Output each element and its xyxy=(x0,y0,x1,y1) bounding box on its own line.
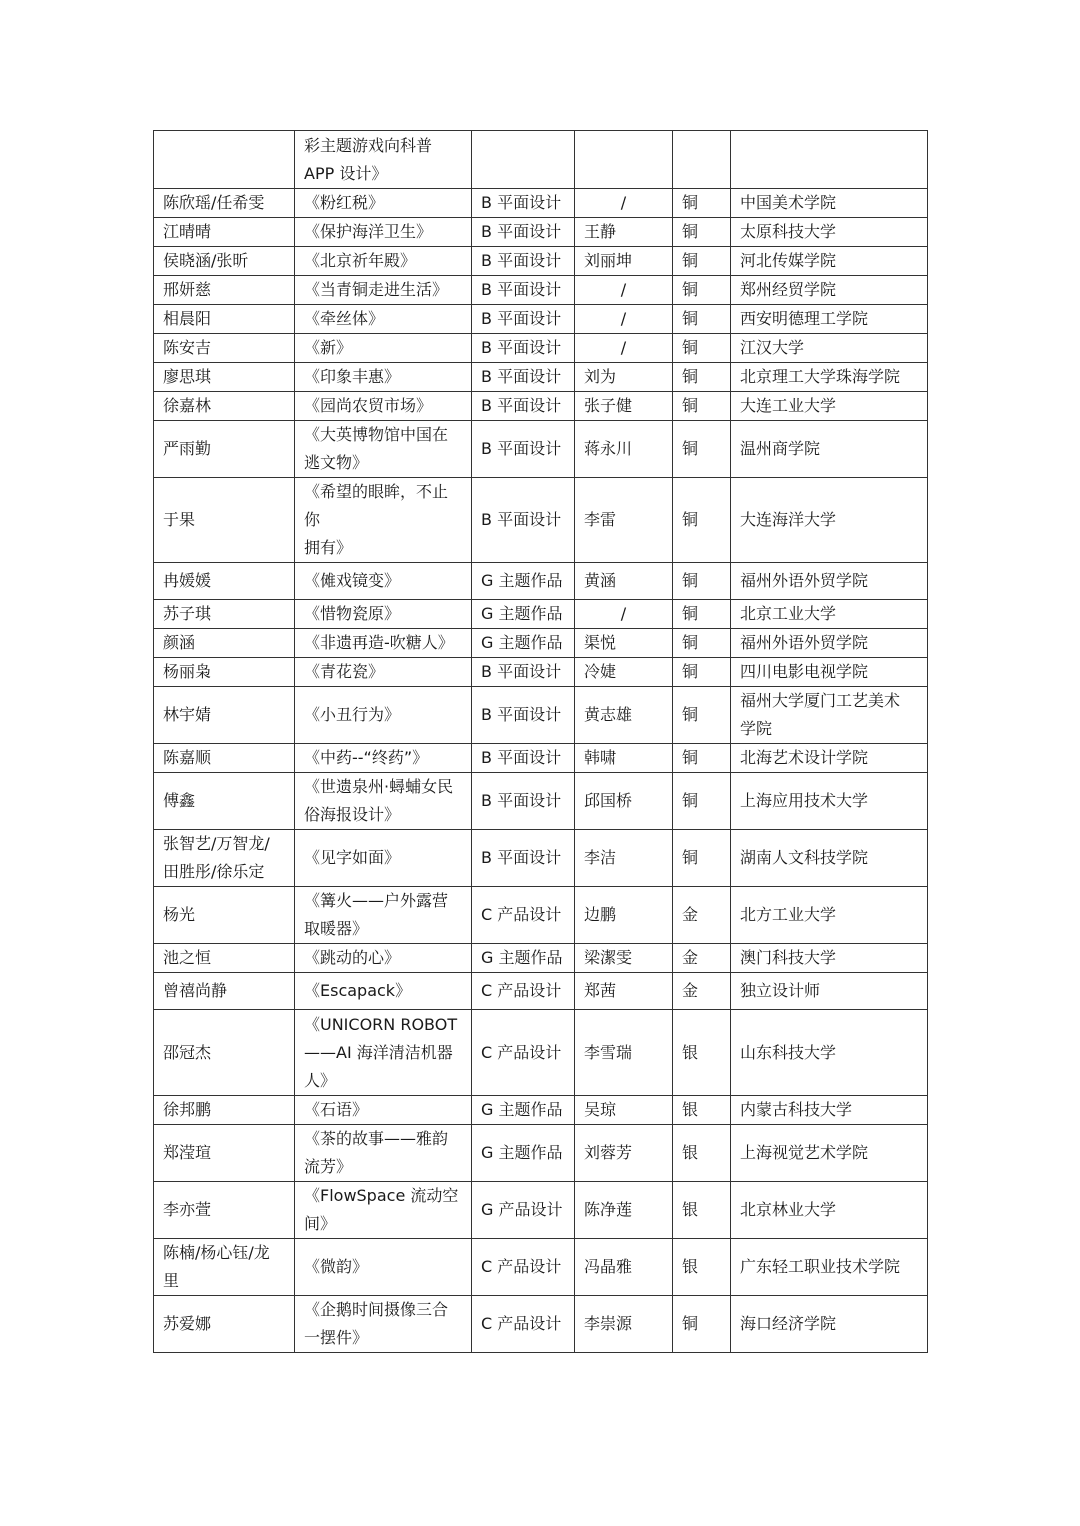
cell-award: 金 xyxy=(673,973,731,1010)
cell-author: 相晨阳 xyxy=(154,305,295,334)
cell-author: 郑滢瑄 xyxy=(154,1125,295,1182)
cell-author: 徐邦鹏 xyxy=(154,1096,295,1125)
cell-tutor: 刘丽坤 xyxy=(575,247,673,276)
cell-category: B 平面设计 xyxy=(472,189,575,218)
cell-work: 《当青铜走进生活》 xyxy=(295,276,472,305)
cell-work: 《世遗泉州·蟳蜅女民 俗海报设计》 xyxy=(295,773,472,830)
cell-school: 中国美术学院 xyxy=(731,189,928,218)
cell-school: 大连工业大学 xyxy=(731,392,928,421)
cell-school: 上海应用技术大学 xyxy=(731,773,928,830)
cell-award xyxy=(673,131,731,189)
cell-school: 北京工业大学 xyxy=(731,600,928,629)
cell-tutor: 梁潔雯 xyxy=(575,944,673,973)
cell-award: 金 xyxy=(673,944,731,973)
cell-author: 陈楠/杨心钰/龙 里 xyxy=(154,1239,295,1296)
cell-author: 李亦萱 xyxy=(154,1182,295,1239)
cell-author: 邢妍慈 xyxy=(154,276,295,305)
cell-work: 《中药--“终药”》 xyxy=(295,744,472,773)
table-row xyxy=(154,1239,928,1296)
cell-award: 铜 xyxy=(673,218,731,247)
table-row xyxy=(154,1296,928,1353)
cell-school: 上海视觉艺术学院 xyxy=(731,1125,928,1182)
cell-author: 张智艺/万智龙/ 田胜彤/徐乐定 xyxy=(154,830,295,887)
cell-school xyxy=(731,131,928,189)
cell-school: 江汉大学 xyxy=(731,334,928,363)
cell-school: 独立设计师 xyxy=(731,973,928,1010)
cell-author: 傅鑫 xyxy=(154,773,295,830)
cell-work: 《企鹅时间摄像三合 一摆件》 xyxy=(295,1296,472,1353)
cell-award: 银 xyxy=(673,1010,731,1096)
table-row xyxy=(154,687,928,744)
cell-category: B 平面设计 xyxy=(472,247,575,276)
cell-author: 林宇婧 xyxy=(154,687,295,744)
cell-work: 《见字如面》 xyxy=(295,830,472,887)
cell-school: 郑州经贸学院 xyxy=(731,276,928,305)
cell-award: 铜 xyxy=(673,247,731,276)
table-row xyxy=(154,218,928,247)
cell-award: 铜 xyxy=(673,773,731,830)
cell-tutor: 边鹏 xyxy=(575,887,673,944)
cell-work: 《FlowSpace 流动空 间》 xyxy=(295,1182,472,1239)
cell-author: 严雨勤 xyxy=(154,421,295,478)
cell-tutor: / xyxy=(575,334,673,363)
cell-tutor: 渠悦 xyxy=(575,629,673,658)
table-row xyxy=(154,478,928,563)
table-row xyxy=(154,973,928,1010)
cell-work: 《非遗再造-吹糖人》 xyxy=(295,629,472,658)
table-row xyxy=(154,944,928,973)
cell-work: 《石语》 xyxy=(295,1096,472,1125)
cell-author: 江晴晴 xyxy=(154,218,295,247)
cell-tutor: 王静 xyxy=(575,218,673,247)
table-row xyxy=(154,276,928,305)
cell-author: 陈安吉 xyxy=(154,334,295,363)
award-table-body xyxy=(154,131,928,1353)
cell-award: 银 xyxy=(673,1239,731,1296)
cell-work: 《新》 xyxy=(295,334,472,363)
table-row xyxy=(154,1125,928,1182)
cell-award: 铜 xyxy=(673,334,731,363)
cell-award: 铜 xyxy=(673,600,731,629)
table-row xyxy=(154,773,928,830)
cell-author: 徐嘉林 xyxy=(154,392,295,421)
cell-tutor: 冷婕 xyxy=(575,658,673,687)
cell-author: 颜涵 xyxy=(154,629,295,658)
cell-category: B 平面设计 xyxy=(472,687,575,744)
cell-award: 铜 xyxy=(673,392,731,421)
cell-author: 杨丽枭 xyxy=(154,658,295,687)
table-row xyxy=(154,363,928,392)
cell-category: G 主题作品 xyxy=(472,600,575,629)
cell-tutor: 张子健 xyxy=(575,392,673,421)
cell-author: 侯晓涵/张昕 xyxy=(154,247,295,276)
cell-category: G 产品设计 xyxy=(472,1182,575,1239)
cell-work: 《UNICORN ROBOT ——AI 海洋清洁机器 人》 xyxy=(295,1010,472,1096)
cell-work: 《保护海洋卫生》 xyxy=(295,218,472,247)
table-row xyxy=(154,830,928,887)
cell-award: 铜 xyxy=(673,629,731,658)
cell-category: B 平面设计 xyxy=(472,773,575,830)
cell-category xyxy=(472,131,575,189)
cell-author xyxy=(154,131,295,189)
cell-category: B 平面设计 xyxy=(472,744,575,773)
cell-tutor: 郑茜 xyxy=(575,973,673,1010)
cell-school: 山东科技大学 xyxy=(731,1010,928,1096)
cell-tutor: 邱国桥 xyxy=(575,773,673,830)
cell-award: 铜 xyxy=(673,830,731,887)
cell-tutor: / xyxy=(575,276,673,305)
cell-award: 铜 xyxy=(673,276,731,305)
cell-tutor: 李洁 xyxy=(575,830,673,887)
cell-school: 四川电影电视学院 xyxy=(731,658,928,687)
cell-tutor: / xyxy=(575,600,673,629)
cell-tutor: / xyxy=(575,189,673,218)
cell-category: G 主题作品 xyxy=(472,944,575,973)
cell-work: 《牵丝体》 xyxy=(295,305,472,334)
cell-work: 《茶的故事——雅韵 流芳》 xyxy=(295,1125,472,1182)
cell-tutor: 李崇源 xyxy=(575,1296,673,1353)
cell-school: 太原科技大学 xyxy=(731,218,928,247)
cell-category: B 平面设计 xyxy=(472,305,575,334)
cell-award: 银 xyxy=(673,1125,731,1182)
table-row xyxy=(154,334,928,363)
cell-author: 冉媛媛 xyxy=(154,563,295,600)
cell-tutor: 刘蓉芳 xyxy=(575,1125,673,1182)
cell-work: 《傩戏镜变》 xyxy=(295,563,472,600)
cell-category: B 平面设计 xyxy=(472,363,575,392)
cell-tutor: 韩啸 xyxy=(575,744,673,773)
table-row xyxy=(154,1096,928,1125)
cell-author: 苏爱娜 xyxy=(154,1296,295,1353)
cell-school: 温州商学院 xyxy=(731,421,928,478)
cell-author: 邵冠杰 xyxy=(154,1010,295,1096)
cell-category: G 主题作品 xyxy=(472,1096,575,1125)
cell-award: 铜 xyxy=(673,421,731,478)
cell-award: 银 xyxy=(673,1096,731,1125)
cell-work: 《跳动的心》 xyxy=(295,944,472,973)
cell-work: 《园尚农贸市场》 xyxy=(295,392,472,421)
cell-category: B 平面设计 xyxy=(472,478,575,563)
cell-category: G 主题作品 xyxy=(472,563,575,600)
cell-category: B 平面设计 xyxy=(472,276,575,305)
cell-award: 铜 xyxy=(673,687,731,744)
cell-school: 福州外语外贸学院 xyxy=(731,563,928,600)
cell-award: 铜 xyxy=(673,658,731,687)
cell-work: 《北京祈年殿》 xyxy=(295,247,472,276)
cell-author: 廖思琪 xyxy=(154,363,295,392)
award-table xyxy=(153,130,928,1353)
cell-tutor: 黄涵 xyxy=(575,563,673,600)
table-row xyxy=(154,189,928,218)
table-row xyxy=(154,1010,928,1096)
cell-category: B 平面设计 xyxy=(472,830,575,887)
cell-tutor: 李雪瑞 xyxy=(575,1010,673,1096)
cell-school: 西安明德理工学院 xyxy=(731,305,928,334)
cell-tutor: 李雷 xyxy=(575,478,673,563)
cell-tutor: 刘为 xyxy=(575,363,673,392)
cell-school: 福州大学厦门工艺美术 学院 xyxy=(731,687,928,744)
cell-award: 铜 xyxy=(673,363,731,392)
cell-work: 《印象丰惠》 xyxy=(295,363,472,392)
cell-work: 彩主题游戏向科普 APP 设计》 xyxy=(295,131,472,189)
cell-author: 杨光 xyxy=(154,887,295,944)
cell-category: C 产品设计 xyxy=(472,1010,575,1096)
cell-tutor: / xyxy=(575,305,673,334)
cell-author: 陈欣瑶/任希雯 xyxy=(154,189,295,218)
cell-tutor: 冯晶雅 xyxy=(575,1239,673,1296)
cell-author: 池之恒 xyxy=(154,944,295,973)
cell-award: 铜 xyxy=(673,189,731,218)
cell-author: 陈嘉顺 xyxy=(154,744,295,773)
table-row xyxy=(154,247,928,276)
cell-category: C 产品设计 xyxy=(472,1296,575,1353)
cell-category: B 平面设计 xyxy=(472,334,575,363)
cell-category: B 平面设计 xyxy=(472,658,575,687)
cell-school: 北京理工大学珠海学院 xyxy=(731,363,928,392)
cell-school: 大连海洋大学 xyxy=(731,478,928,563)
cell-tutor xyxy=(575,131,673,189)
table-row xyxy=(154,421,928,478)
cell-school: 福州外语外贸学院 xyxy=(731,629,928,658)
cell-category: C 产品设计 xyxy=(472,973,575,1010)
cell-award: 铜 xyxy=(673,1296,731,1353)
cell-work: 《惜物瓷原》 xyxy=(295,600,472,629)
cell-tutor: 黄志雄 xyxy=(575,687,673,744)
cell-school: 河北传媒学院 xyxy=(731,247,928,276)
cell-work: 《微韵》 xyxy=(295,1239,472,1296)
cell-category: C 产品设计 xyxy=(472,1239,575,1296)
cell-award: 铜 xyxy=(673,305,731,334)
table-row xyxy=(154,305,928,334)
cell-category: G 主题作品 xyxy=(472,1125,575,1182)
cell-tutor: 陈净莲 xyxy=(575,1182,673,1239)
cell-school: 内蒙古科技大学 xyxy=(731,1096,928,1125)
cell-award: 铜 xyxy=(673,563,731,600)
cell-work: 《希望的眼眸，不止你 拥有》 xyxy=(295,478,472,563)
table-row xyxy=(154,563,928,600)
cell-work: 《青花瓷》 xyxy=(295,658,472,687)
cell-school: 北京林业大学 xyxy=(731,1182,928,1239)
table-row xyxy=(154,600,928,629)
cell-category: B 平面设计 xyxy=(472,218,575,247)
cell-school: 北海艺术设计学院 xyxy=(731,744,928,773)
cell-award: 铜 xyxy=(673,478,731,563)
table-row xyxy=(154,392,928,421)
cell-work: 《Escapack》 xyxy=(295,973,472,1010)
table-row xyxy=(154,744,928,773)
cell-category: B 平面设计 xyxy=(472,421,575,478)
table-row xyxy=(154,1182,928,1239)
cell-category: B 平面设计 xyxy=(472,392,575,421)
cell-author: 于果 xyxy=(154,478,295,563)
cell-school: 澳门科技大学 xyxy=(731,944,928,973)
cell-award: 铜 xyxy=(673,744,731,773)
cell-category: G 主题作品 xyxy=(472,629,575,658)
cell-school: 湖南人文科技学院 xyxy=(731,830,928,887)
cell-award: 银 xyxy=(673,1182,731,1239)
cell-work: 《篝火——户外露营 取暖器》 xyxy=(295,887,472,944)
cell-work: 《小丑行为》 xyxy=(295,687,472,744)
cell-school: 海口经济学院 xyxy=(731,1296,928,1353)
table-row xyxy=(154,658,928,687)
cell-award: 金 xyxy=(673,887,731,944)
cell-category: C 产品设计 xyxy=(472,887,575,944)
table-row xyxy=(154,629,928,658)
cell-tutor: 吴琼 xyxy=(575,1096,673,1125)
cell-school: 北方工业大学 xyxy=(731,887,928,944)
table-row xyxy=(154,887,928,944)
cell-tutor: 蒋永川 xyxy=(575,421,673,478)
cell-work: 《大英博物馆中国在 逃文物》 xyxy=(295,421,472,478)
cell-author: 苏子琪 xyxy=(154,600,295,629)
cell-school: 广东轻工职业技术学院 xyxy=(731,1239,928,1296)
table-row xyxy=(154,131,928,189)
cell-author: 曾禧尚静 xyxy=(154,973,295,1010)
cell-work: 《粉红税》 xyxy=(295,189,472,218)
